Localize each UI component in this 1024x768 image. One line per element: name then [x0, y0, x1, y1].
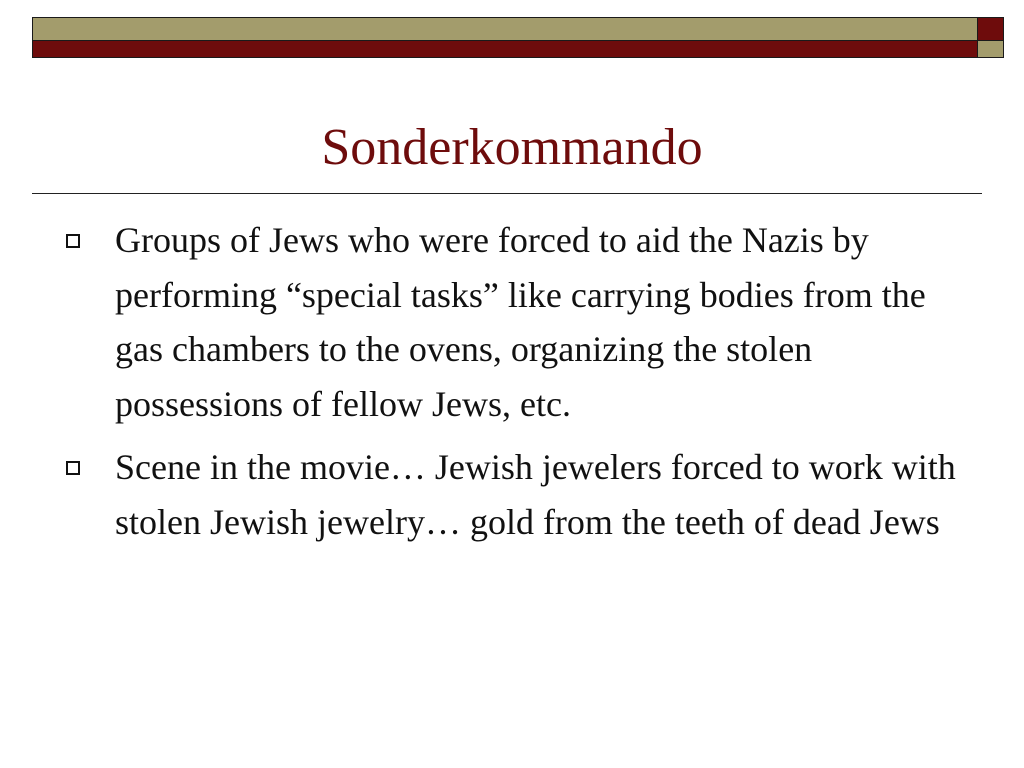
maroon-corner-square [977, 17, 1004, 41]
olive-corner-square [977, 40, 1004, 58]
bullet-item [66, 213, 956, 431]
maroon-stripe [32, 40, 978, 58]
olive-stripe [32, 17, 978, 41]
hollow-square-bullet-icon [66, 234, 80, 248]
top-decoration-bar [0, 0, 1024, 70]
hollow-square-bullet-icon [66, 461, 80, 475]
bullet-text: Groups of Jews who were forced to aid the Nazis by performing “special tasks” like carrying bodies from the gas chambers to the ovens, organizing the stolen possessions of fellow Jews, etc. [115, 220, 926, 424]
bullet-text: Scene in the movie… Jewish jewelers forced to work with stolen Jewish jewelry… gold from the teeth of dead Jews [115, 447, 956, 542]
bullet-list [66, 213, 956, 558]
title-divider [32, 193, 982, 194]
slide-title: Sonderkommando [321, 119, 703, 176]
bullet-item [66, 440, 956, 549]
